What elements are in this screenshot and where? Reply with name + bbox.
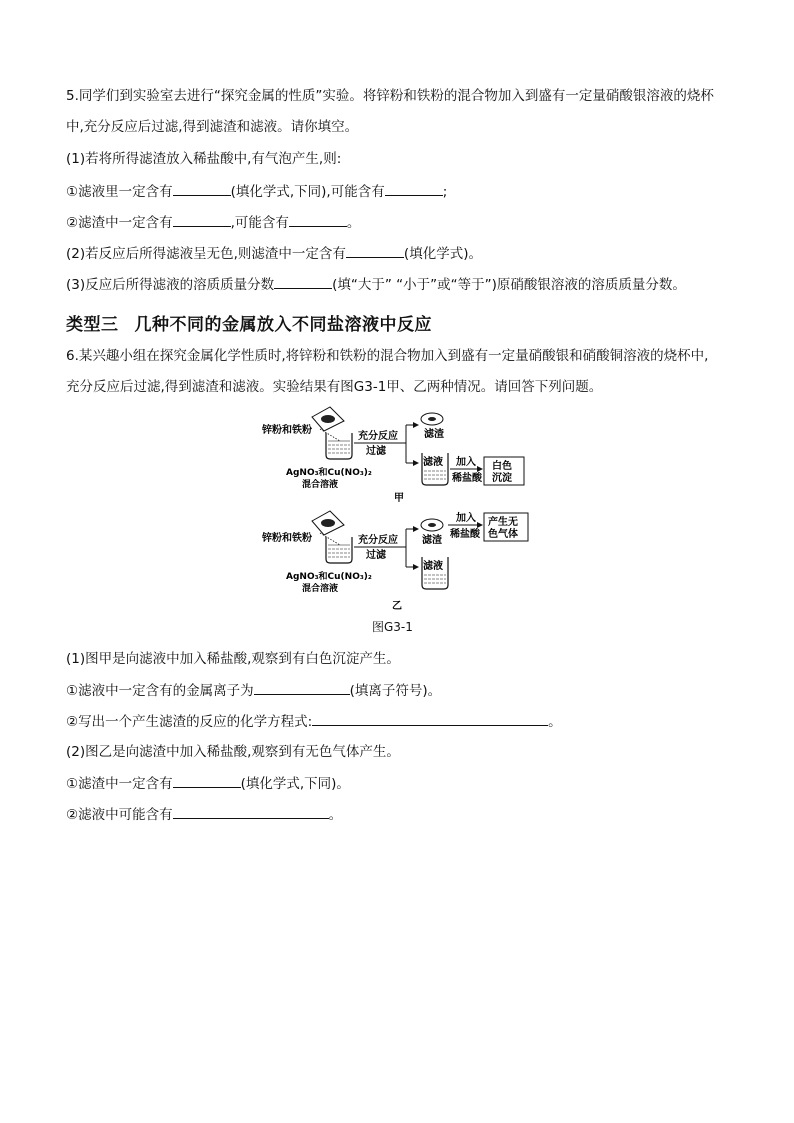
q6-part1b (66, 711, 562, 732)
q5-blank-residue-possible[interactable] (289, 212, 347, 227)
q6-part1: (1)图甲是向滤液中加入稀盐酸,观察到有白色沉淀产生。 (66, 651, 400, 667)
figure-caption: 图G3-1 (372, 620, 413, 634)
section-heading (66, 310, 432, 335)
yi-filtrate-label: 滤液 (423, 561, 443, 572)
q6-part1a-end: (填离子符号)。 (349, 683, 442, 699)
q5-part2-pre: (2)若反应后所得滤液呈无色,则滤渣中一定含有 (66, 246, 346, 262)
q5-part3-pre: (3)反应后所得滤液的溶质质量分数 (66, 277, 275, 293)
q5-part1a-mid: (填化学式,下同),可能含有 (230, 184, 385, 200)
q5-part1a (66, 181, 447, 202)
q5-part1b (66, 212, 360, 233)
yi-result-line1: 产生无 (488, 517, 518, 528)
q6-part2a-pre: ①滤渣中一定含有 (66, 776, 173, 792)
q5-part1b-pre: ②滤渣中一定含有 (66, 215, 173, 231)
q5-blank-residue-certain[interactable] (173, 212, 231, 227)
q6-part2: (2)图乙是向滤渣中加入稀盐酸,观察到有无色气体产生。 (66, 744, 400, 760)
q6-part1a (66, 680, 441, 701)
jia-solution-line2: 混合溶液 (302, 480, 339, 490)
q5-intro-line1: 5.同学们到实验室去进行“探究金属的性质”实验。将锌粉和铁粉的混合物加入到盛有一定量硝酸银溶液的烧杯 (66, 88, 714, 104)
diagram-jia (261, 407, 524, 504)
q6-part1a-pre: ①滤液中一定含有的金属离子为 (66, 683, 254, 699)
q6-intro-line1: 6.某兴趣小组在探究金属化学性质时,将锌粉和铁粉的混合物加入到盛有一定量硝酸银和硝酸铜溶液的烧杯中, (66, 348, 709, 364)
q5-part2 (66, 243, 482, 264)
q5-part3-end: (填“大于” “小于”或“等于”)原硝酸银溶液的溶质质量分数。 (332, 277, 686, 293)
section-title: 几种不同的金属放入不同盐溶液中反应 (134, 315, 432, 335)
q6-part2b-pre: ②滤液中可能含有 (66, 807, 173, 823)
yi-filter-label: 过滤 (366, 550, 386, 561)
q5-part3 (66, 274, 686, 295)
q5-part1b-mid: ,可能含有 (230, 215, 289, 231)
yi-powder-label: 锌粉和铁粉 (262, 533, 312, 544)
q6-part1b-pre: ②写出一个产生滤渣的反应的化学方程式: (66, 714, 313, 730)
jia-residue-label: 滤渣 (424, 429, 444, 440)
jia-filter-label: 过滤 (366, 446, 386, 457)
jia-acid-label: 稀盐酸 (452, 473, 482, 484)
q5-part1a-pre: ①滤液里一定含有 (66, 184, 173, 200)
jia-result-line1: 白色 (492, 461, 512, 472)
beaker-icon (326, 537, 352, 563)
q6-blank-ions[interactable] (254, 680, 350, 695)
powder-pile-icon (321, 415, 335, 423)
q6-part2a (66, 773, 350, 794)
q5-blank-part3[interactable] (274, 274, 332, 289)
jia-filtrate-label: 滤液 (423, 457, 443, 468)
q6-part2b (66, 804, 342, 825)
jia-solution-line1: AgNO₃和Cu(NO₃)₂ (286, 468, 372, 478)
q6-blank-residue[interactable] (173, 773, 241, 788)
beaker-icon (326, 433, 352, 459)
q5-part1: (1)若将所得滤渣放入稀盐酸中,有气泡产生,则: (66, 151, 342, 167)
q6-part1b-end: 。 (548, 714, 562, 730)
q5-blank-filtrate-possible[interactable] (385, 181, 443, 196)
q6-part2b-end: 。 (328, 807, 343, 823)
diagram-yi (261, 511, 528, 612)
jia-result-line2: 沉淀 (492, 473, 512, 484)
q6-blank-equation[interactable] (312, 711, 548, 726)
yi-solution-line2: 混合溶液 (302, 584, 339, 594)
jia-powder-label: 锌粉和铁粉 (262, 425, 312, 436)
jia-label: 甲 (394, 493, 404, 504)
yi-add-label: 加入 (456, 513, 476, 524)
powder-pile-icon (321, 519, 335, 527)
q5-blank-part2[interactable] (346, 243, 404, 258)
q5-part2-end: (填化学式)。 (403, 246, 482, 262)
jia-react-label: 充分反应 (358, 431, 398, 442)
q6-intro-line2: 充分反应后过滤,得到滤渣和滤液。实验结果有图G3-1甲、乙两种情况。请回答下列问题。 (66, 379, 603, 395)
q5-blank-filtrate-certain[interactable] (173, 181, 231, 196)
yi-result-line2: 色气体 (488, 529, 518, 540)
section-label: 类型三 (66, 315, 119, 335)
yi-residue-label: 滤渣 (422, 535, 442, 546)
q5-part1b-end: 。 (346, 215, 361, 231)
q6-blank-filtrate[interactable] (173, 804, 329, 819)
yi-label: 乙 (392, 601, 402, 612)
yi-solution-line1: AgNO₃和Cu(NO₃)₂ (286, 572, 372, 582)
yi-acid-label: 稀盐酸 (450, 529, 480, 540)
q5-intro-line2: 中,充分反应后过滤,得到滤渣和滤液。请你填空。 (66, 119, 359, 135)
q5-part1a-end: ; (442, 184, 448, 200)
figure-g3-1 (258, 403, 538, 613)
q6-part2a-end: (填化学式,下同)。 (240, 776, 350, 792)
jia-add-label: 加入 (456, 457, 476, 468)
yi-react-label: 充分反应 (358, 535, 398, 546)
